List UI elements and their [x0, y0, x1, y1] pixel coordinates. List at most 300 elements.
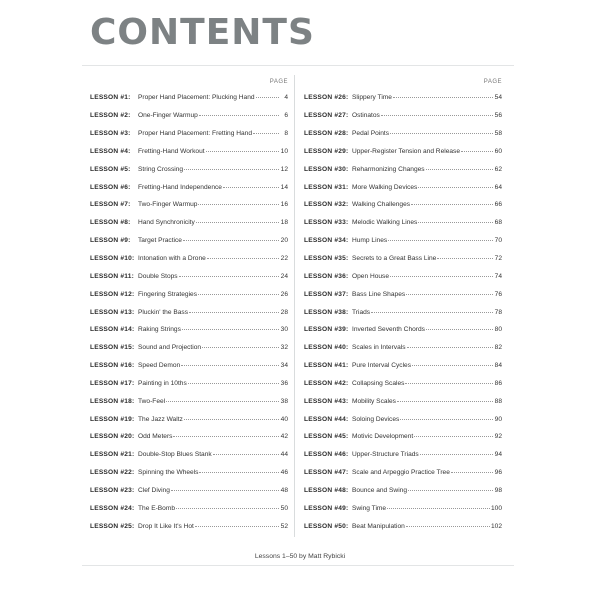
lesson-title-wrap — [138, 416, 280, 423]
page-number: 60 — [494, 147, 502, 155]
toc-entry[interactable] — [304, 196, 502, 214]
lesson-title-wrap — [138, 380, 280, 387]
lesson-title: Intonation with a Drone — [138, 255, 206, 263]
page-number: 28 — [280, 308, 288, 316]
lesson-title-wrap — [352, 326, 494, 333]
lesson-title: Reharmonizing Changes — [352, 165, 425, 173]
lesson-title-wrap — [138, 433, 280, 440]
toc-entry[interactable] — [304, 464, 502, 482]
page-number: 58 — [494, 130, 502, 138]
lesson-number: LESSON #46: — [304, 451, 349, 459]
lesson-title-wrap — [352, 184, 494, 191]
page-number: 96 — [494, 469, 502, 477]
lesson-title-wrap — [138, 166, 280, 173]
page-number: 88 — [494, 397, 502, 405]
lesson-title-wrap — [352, 219, 494, 226]
lesson-title: One-Finger Warmup — [138, 112, 198, 120]
top-rule — [82, 65, 514, 66]
dot-leader — [412, 364, 493, 366]
lesson-title-wrap — [352, 237, 494, 244]
lesson-title: Secrets to a Great Bass Line — [352, 255, 437, 263]
toc-entry[interactable] — [90, 196, 288, 214]
page-number: 62 — [494, 165, 502, 173]
lesson-title: Pedal Points — [352, 130, 390, 138]
toc-entry[interactable] — [90, 285, 288, 303]
lesson-number: LESSON #9: — [90, 237, 131, 245]
page-number: 72 — [494, 255, 502, 263]
lesson-number: LESSON #45: — [304, 433, 349, 441]
page-number: 64 — [494, 183, 502, 191]
lesson-number: LESSON #12: — [90, 290, 135, 298]
lesson-title-wrap — [138, 148, 280, 155]
lesson-title-wrap — [352, 505, 491, 512]
dot-leader — [213, 453, 279, 455]
toc-entry[interactable] — [304, 321, 502, 339]
dot-leader — [256, 96, 279, 98]
lesson-title: Clef Diving — [138, 486, 170, 494]
page-number: 4 — [284, 94, 288, 102]
lesson-number: LESSON #25: — [90, 522, 135, 530]
lesson-title-wrap — [138, 309, 280, 316]
bottom-rule — [82, 565, 514, 566]
toc-entry[interactable] — [90, 232, 288, 250]
lesson-title: Bass Line Shapes — [352, 290, 406, 298]
dot-leader — [408, 489, 493, 491]
dot-leader — [202, 346, 279, 348]
lesson-title: Upper-Structure Triads — [352, 451, 419, 459]
lesson-title-wrap — [138, 184, 280, 191]
toc-entry[interactable] — [90, 143, 288, 161]
lesson-title: Soloing Devices — [352, 415, 400, 423]
toc-entry[interactable] — [90, 214, 288, 232]
dot-leader — [426, 168, 493, 170]
page-number: 66 — [494, 201, 502, 209]
lesson-title: More Walking Devices — [352, 183, 418, 191]
lesson-number: LESSON #16: — [90, 362, 135, 370]
lesson-number: LESSON #22: — [90, 469, 135, 477]
page-number: 34 — [280, 362, 288, 370]
dot-leader — [181, 364, 279, 366]
toc-entry[interactable] — [90, 392, 288, 410]
lesson-title: Hand Synchronicity — [138, 219, 195, 227]
toc-entry[interactable] — [90, 499, 288, 517]
dot-leader — [179, 275, 279, 277]
toc-entry[interactable] — [90, 267, 288, 285]
lesson-number: LESSON #19: — [90, 415, 135, 423]
page-number: 26 — [280, 290, 288, 298]
lesson-number: LESSON #41: — [304, 362, 349, 370]
lesson-title-wrap — [352, 291, 494, 298]
lesson-number: LESSON #27: — [304, 112, 349, 120]
page-number: 12 — [280, 165, 288, 173]
lesson-title-wrap — [138, 130, 280, 137]
toc-entry[interactable] — [90, 428, 288, 446]
lesson-number: LESSON #8: — [90, 219, 131, 227]
toc-entry[interactable] — [304, 143, 502, 161]
toc-entry[interactable] — [90, 125, 288, 143]
toc-entry[interactable] — [90, 339, 288, 357]
page-number: 8 — [284, 130, 288, 138]
toc-entry[interactable] — [304, 357, 502, 375]
lesson-number: LESSON #48: — [304, 486, 349, 494]
toc-entry[interactable] — [90, 410, 288, 428]
page-number: 80 — [494, 326, 502, 334]
lesson-number: LESSON #24: — [90, 504, 135, 512]
toc-entry[interactable] — [304, 232, 502, 250]
lesson-number: LESSON #34: — [304, 237, 349, 245]
lesson-number: LESSON #29: — [304, 147, 349, 155]
lesson-title: Speed Demon — [138, 362, 181, 370]
lesson-title: Fretting-Hand Workout — [138, 147, 205, 155]
dot-leader — [173, 435, 279, 437]
dot-leader — [253, 132, 279, 134]
lesson-title-wrap — [138, 451, 280, 458]
dot-leader — [199, 114, 279, 116]
dot-leader — [414, 435, 493, 437]
dot-leader — [176, 507, 279, 509]
lesson-title: Double-Stop Blues Stank — [138, 451, 212, 459]
lesson-number: LESSON #4: — [90, 147, 131, 155]
lesson-title-wrap — [138, 237, 280, 244]
lesson-title: String Crossing — [138, 165, 184, 173]
lesson-title-wrap — [352, 433, 494, 440]
lesson-title-wrap — [352, 469, 494, 476]
page-number: 56 — [494, 112, 502, 120]
dot-leader — [406, 525, 490, 527]
lesson-title-wrap — [352, 523, 491, 530]
lesson-number: LESSON #14: — [90, 326, 135, 334]
lesson-title: Pluckin' the Bass — [138, 308, 189, 316]
lesson-title-wrap — [138, 523, 280, 530]
lesson-title: Scale and Arpeggio Practice Tree — [352, 469, 450, 477]
lesson-number: LESSON #35: — [304, 255, 349, 263]
dot-leader — [393, 96, 493, 98]
dot-leader — [195, 525, 279, 527]
lesson-title: Motivic Development — [352, 433, 414, 441]
page-number: 50 — [280, 504, 288, 512]
toc-entry[interactable] — [90, 357, 288, 375]
lesson-number: LESSON #23: — [90, 486, 135, 494]
toc-list-left — [90, 89, 288, 535]
lesson-title-wrap — [352, 398, 494, 405]
lesson-title-wrap — [352, 416, 494, 423]
lesson-number: LESSON #31: — [304, 183, 349, 191]
toc-entry[interactable] — [304, 375, 502, 393]
lesson-number: LESSON #42: — [304, 379, 349, 387]
lesson-title-wrap — [352, 130, 494, 137]
toc-entry[interactable] — [304, 517, 502, 535]
dot-leader — [390, 275, 493, 277]
toc-entry[interactable] — [304, 178, 502, 196]
lesson-number: LESSON #13: — [90, 308, 135, 316]
lesson-title: Painting in 10ths — [138, 379, 187, 387]
page-number: 54 — [494, 94, 502, 102]
lesson-title: Odd Meters — [138, 433, 173, 441]
lesson-title-wrap — [352, 201, 494, 208]
page-number: 20 — [280, 237, 288, 245]
page-number: 40 — [280, 415, 288, 423]
toc-list-right — [304, 89, 502, 535]
lesson-title: Inverted Seventh Chords — [352, 326, 425, 334]
lesson-number: LESSON #15: — [90, 344, 135, 352]
dot-leader — [198, 203, 279, 205]
toc-entry[interactable] — [90, 446, 288, 464]
lesson-title-wrap — [352, 112, 494, 119]
toc-entry[interactable] — [304, 446, 502, 464]
dot-leader — [199, 471, 279, 473]
lesson-title: The E-Bomb — [138, 504, 176, 512]
dot-leader — [461, 150, 493, 152]
lesson-title: Proper Hand Placement: Fretting Hand — [138, 130, 252, 138]
page-number: 100 — [490, 504, 502, 512]
toc-entry[interactable] — [90, 321, 288, 339]
dot-leader — [166, 400, 279, 402]
lesson-title-wrap — [138, 505, 280, 512]
page-number: 14 — [280, 183, 288, 191]
page-number: 84 — [494, 362, 502, 370]
lesson-title: The Jazz Waltz — [138, 415, 183, 423]
page-number: 42 — [280, 433, 288, 441]
lesson-title: Triads — [352, 308, 371, 316]
lesson-number: LESSON #26: — [304, 94, 349, 102]
toc-entry[interactable] — [304, 267, 502, 285]
lesson-number: LESSON #6: — [90, 183, 131, 191]
toc-entry[interactable] — [90, 89, 288, 107]
toc-column-right — [304, 79, 502, 535]
page-number: 94 — [494, 451, 502, 459]
lesson-number: LESSON #44: — [304, 415, 349, 423]
lesson-title-wrap — [138, 398, 280, 405]
lesson-number: LESSON #47: — [304, 469, 349, 477]
toc-entry[interactable] — [304, 107, 502, 125]
page-number: 82 — [494, 344, 502, 352]
dot-leader — [198, 293, 279, 295]
lesson-number: LESSON #20: — [90, 433, 135, 441]
lesson-title-wrap — [138, 219, 280, 226]
lesson-title-wrap — [352, 255, 494, 262]
lesson-title-wrap — [352, 487, 494, 494]
page-number: 52 — [280, 522, 288, 530]
toc-entry[interactable] — [304, 125, 502, 143]
toc-entry[interactable] — [90, 250, 288, 268]
toc-column-left — [90, 79, 288, 535]
toc-entry[interactable] — [304, 482, 502, 500]
dot-leader — [189, 311, 279, 313]
dot-leader — [381, 114, 493, 116]
toc-entry[interactable] — [304, 303, 502, 321]
footer-credit: Lessons 1–50 by Matt Rybicki — [254, 553, 346, 560]
lesson-number: LESSON #1: — [90, 94, 131, 102]
lesson-title: Ostinatos — [352, 112, 380, 120]
lesson-number: LESSON #21: — [90, 451, 135, 459]
page-number: 24 — [280, 272, 288, 280]
lesson-title: Fretting-Hand Independence — [138, 183, 222, 191]
lesson-title-wrap — [352, 309, 494, 316]
toc-entry[interactable] — [304, 428, 502, 446]
dot-leader — [171, 489, 279, 491]
page-number: 70 — [494, 237, 502, 245]
page-number: 102 — [490, 522, 502, 530]
toc-entry[interactable] — [90, 375, 288, 393]
lesson-title-wrap — [352, 380, 494, 387]
dot-leader — [418, 221, 493, 223]
lesson-number: LESSON #17: — [90, 379, 135, 387]
lesson-title: Upper-Register Tension and Release — [352, 147, 461, 155]
lesson-title: Drop It Like It's Hot — [138, 522, 194, 530]
toc-entry[interactable] — [90, 178, 288, 196]
lesson-number: LESSON #10: — [90, 255, 135, 263]
lesson-title-wrap — [138, 362, 280, 369]
toc-entry[interactable] — [304, 160, 502, 178]
toc-entry[interactable] — [304, 339, 502, 357]
page-number: 46 — [280, 469, 288, 477]
lesson-title: Proper Hand Placement: Plucking Hand — [138, 94, 255, 102]
lesson-title: Two-Finger Warmup — [138, 201, 198, 209]
toc-entry[interactable] — [304, 499, 502, 517]
page-number: 32 — [280, 344, 288, 352]
toc-entry[interactable] — [90, 482, 288, 500]
toc-entry[interactable] — [90, 303, 288, 321]
lesson-title-wrap — [138, 291, 280, 298]
lesson-title: Bounce and Swing — [352, 486, 407, 494]
lesson-title: Two-Feel — [138, 397, 166, 405]
lesson-title-wrap — [138, 94, 280, 101]
lesson-title-wrap — [352, 148, 494, 155]
lesson-number: LESSON #30: — [304, 165, 349, 173]
lesson-number: LESSON #50: — [304, 522, 349, 530]
lesson-title-wrap — [138, 255, 280, 262]
lesson-title: Pure Interval Cycles — [352, 362, 411, 370]
dot-leader — [184, 418, 279, 420]
dot-leader — [183, 239, 279, 241]
dot-leader — [400, 418, 493, 420]
lesson-title: Melodic Walking Lines — [352, 219, 418, 227]
dot-leader — [388, 239, 493, 241]
page-number: 18 — [280, 219, 288, 227]
lesson-title: Sound and Projection — [138, 344, 202, 352]
lesson-title: Target Practice — [138, 237, 182, 245]
toc-entry[interactable] — [304, 250, 502, 268]
lesson-number: LESSON #7: — [90, 201, 131, 209]
lesson-title: Fingering Strategies — [138, 290, 198, 298]
lesson-title-wrap — [138, 201, 280, 208]
dot-leader — [196, 221, 279, 223]
lesson-title-wrap — [138, 273, 280, 280]
dot-leader — [437, 257, 493, 259]
toc-entry[interactable] — [304, 392, 502, 410]
page-number: 10 — [280, 147, 288, 155]
page-number: 68 — [494, 219, 502, 227]
page-number: 90 — [494, 415, 502, 423]
lesson-title-wrap — [352, 166, 494, 173]
lesson-title-wrap — [352, 451, 494, 458]
lesson-number: LESSON #2: — [90, 112, 131, 120]
dot-leader — [207, 257, 279, 259]
lesson-title-wrap — [138, 469, 280, 476]
dot-leader — [418, 186, 493, 188]
lesson-number: LESSON #36: — [304, 272, 349, 280]
lesson-title-wrap — [138, 344, 280, 351]
page-number: 30 — [280, 326, 288, 334]
dot-leader — [206, 150, 279, 152]
lesson-title-wrap — [352, 362, 494, 369]
dot-leader — [371, 311, 493, 313]
page-number: 92 — [494, 433, 502, 441]
dot-leader — [405, 382, 493, 384]
lesson-number: LESSON #40: — [304, 344, 349, 352]
lesson-title-wrap — [352, 94, 494, 101]
lesson-title: Spinning the Wheels — [138, 469, 199, 477]
toc-entry[interactable] — [304, 285, 502, 303]
dot-leader — [397, 400, 493, 402]
page-column-header: PAGE — [269, 79, 288, 85]
toc-entry[interactable] — [304, 410, 502, 428]
toc-entry[interactable] — [304, 89, 502, 107]
lesson-title: Walking Challenges — [352, 201, 411, 209]
dot-leader — [188, 382, 279, 384]
lesson-title: Slippery Time — [352, 94, 392, 102]
dot-leader — [426, 328, 493, 330]
lesson-number: LESSON #3: — [90, 130, 131, 138]
page-number: 78 — [494, 308, 502, 316]
page-number: 38 — [280, 397, 288, 405]
lesson-title-wrap — [352, 344, 494, 351]
toc-entry[interactable] — [90, 464, 288, 482]
lesson-number: LESSON #43: — [304, 397, 349, 405]
lesson-title: Double Stops — [138, 272, 178, 280]
page-number: 86 — [494, 379, 502, 387]
dot-leader — [182, 328, 279, 330]
lesson-title-wrap — [352, 273, 494, 280]
lesson-number: LESSON #49: — [304, 504, 349, 512]
page-column-header: PAGE — [483, 79, 502, 85]
dot-leader — [184, 168, 279, 170]
lesson-title: Open House — [352, 272, 390, 280]
page-number: 98 — [494, 486, 502, 494]
lesson-title: Raking Strings — [138, 326, 181, 334]
lesson-number: LESSON #28: — [304, 130, 349, 138]
lesson-number: LESSON #37: — [304, 290, 349, 298]
lesson-title: Swing Time — [352, 504, 387, 512]
lesson-title: Collapsing Scales — [352, 379, 405, 387]
lesson-title: Beat Manipulation — [352, 522, 405, 530]
lesson-number: LESSON #33: — [304, 219, 349, 227]
page-title: CONTENTS — [90, 12, 315, 53]
dot-leader — [451, 471, 493, 473]
page-number: 44 — [280, 451, 288, 459]
lesson-number: LESSON #5: — [90, 165, 131, 173]
lesson-number: LESSON #39: — [304, 326, 349, 334]
page-number: 36 — [280, 379, 288, 387]
page-number: 48 — [280, 486, 288, 494]
dot-leader — [420, 453, 493, 455]
dot-leader — [223, 186, 279, 188]
lesson-title: Hump Lines — [352, 237, 388, 245]
toc-entry[interactable] — [90, 107, 288, 125]
column-divider — [294, 75, 295, 537]
dot-leader — [390, 132, 493, 134]
dot-leader — [411, 203, 493, 205]
page-number: 6 — [284, 112, 288, 120]
toc-entry[interactable] — [90, 160, 288, 178]
toc-entry[interactable] — [90, 517, 288, 535]
lesson-title: Scales in Intervals — [352, 344, 406, 352]
toc-entry[interactable] — [304, 214, 502, 232]
page-number: 76 — [494, 290, 502, 298]
page-number: 22 — [280, 255, 288, 263]
lesson-title-wrap — [138, 112, 280, 119]
dot-leader — [387, 507, 490, 509]
